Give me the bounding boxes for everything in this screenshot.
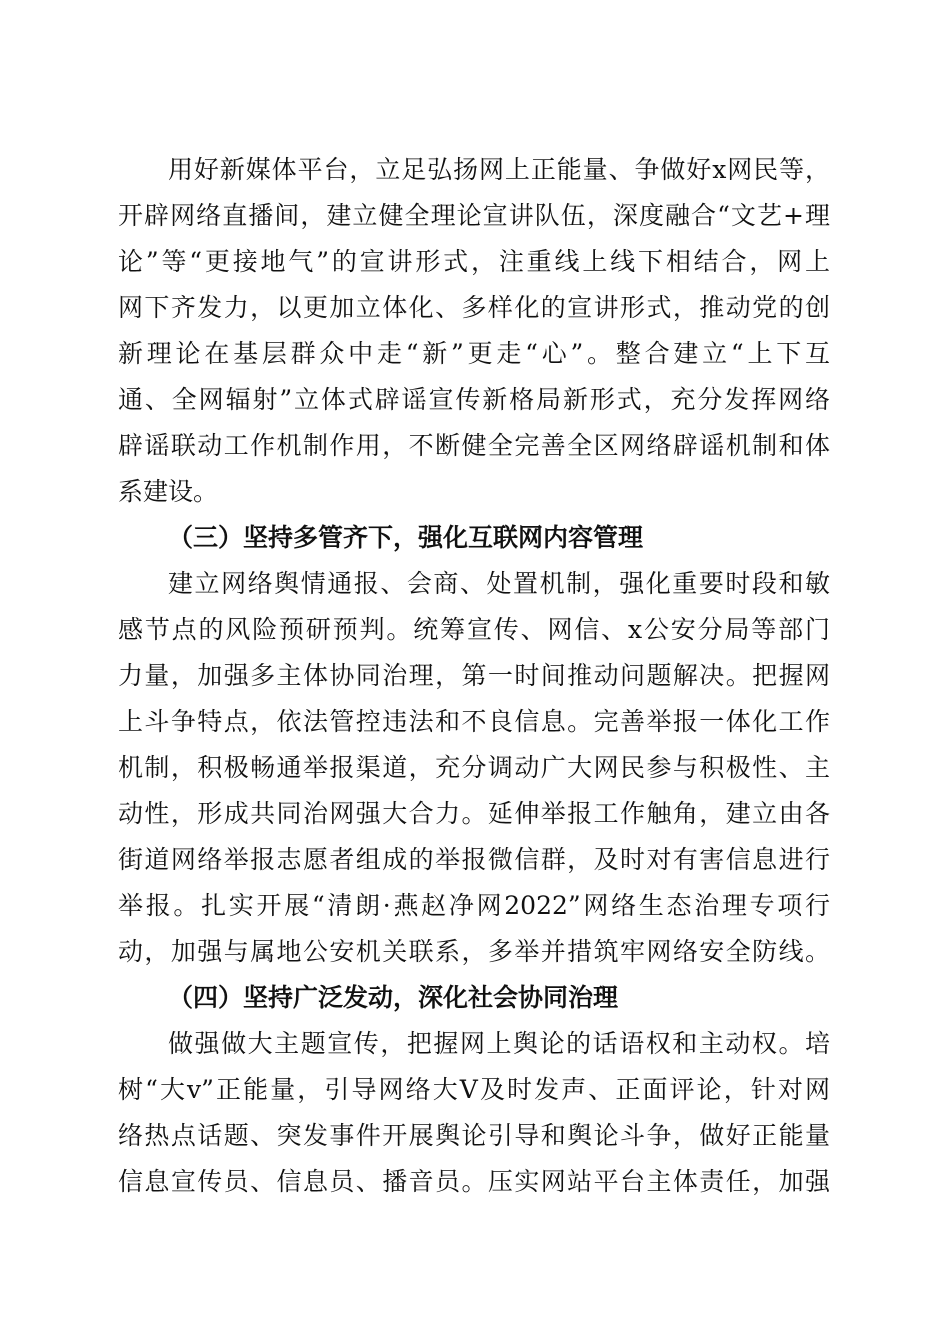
paragraph-media-line: 开辟网络直播间，建立健全理论宣讲队伍，深度融合“文艺+理 — [118, 201, 830, 230]
paragraph-media-line: 新理论在基层群众中走“新”更走“心”。整合建立“上下互 — [118, 339, 830, 368]
section-heading-3: （三）坚持多管齐下，强化互联网内容管理 — [168, 523, 644, 552]
paragraph-society-line: 做强做大主题宣传，把握网上舆论的话语权和主动权。培 — [168, 1029, 830, 1058]
paragraph-content-line: 动，加强与属地公安机关联系，多举并措筑牢网络安全防线。 — [118, 937, 830, 966]
paragraph-content-line: 机制，积极畅通举报渠道，充分调动广大网民参与积极性、主 — [118, 753, 830, 782]
paragraph-content-line: 动性，形成共同治网强大合力。延伸举报工作触角，建立由各 — [118, 799, 830, 828]
paragraph-content-line: 街道网络举报志愿者组成的举报微信群，及时对有害信息进行 — [118, 845, 830, 874]
paragraph-content-line: 感节点的风险预研预判。统筹宣传、网信、x公安分局等部门 — [118, 615, 830, 644]
paragraph-society-line: 络热点话题、突发事件开展舆论引导和舆论斗争，做好正能量 — [118, 1121, 830, 1150]
paragraph-content-line: 举报。扎实开展“清朗·燕赵净网2022”网络生态治理专项行 — [118, 891, 830, 920]
paragraph-society-line: 信息宣传员、信息员、播音员。压实网站平台主体责任，加强 — [118, 1167, 830, 1196]
paragraph-media-line: 系建设。 — [118, 477, 219, 506]
paragraph-media-line: 用好新媒体平台，立足弘扬网上正能量、争做好x网民等， — [168, 155, 830, 184]
paragraph-content-line: 上斗争特点，依法管控违法和不良信息。完善举报一体化工作 — [118, 707, 830, 736]
paragraph-media-line: 论”等“更接地气”的宣讲形式，注重线上线下相结合，网上 — [118, 247, 830, 276]
paragraph-media-line: 辟谣联动工作机制作用，不断健全完善全区网络辟谣机制和体 — [118, 431, 830, 460]
paragraph-society-line: 树“大v”正能量，引导网络大V及时发声、正面评论，针对网 — [118, 1075, 830, 1104]
paragraph-media-line: 网下齐发力，以更加立体化、多样化的宣讲形式，推动党的创 — [118, 293, 830, 322]
paragraph-media-line: 通、全网辐射”立体式辟谣宣传新格局新形式，充分发挥网络 — [118, 385, 830, 414]
paragraph-content-line: 建立网络舆情通报、会商、处置机制，强化重要时段和敏 — [168, 569, 830, 598]
paragraph-content-line: 力量，加强多主体协同治理，第一时间推动问题解决。把握网 — [118, 661, 830, 690]
section-heading-4: （四）坚持广泛发动，深化社会协同治理 — [168, 983, 619, 1012]
